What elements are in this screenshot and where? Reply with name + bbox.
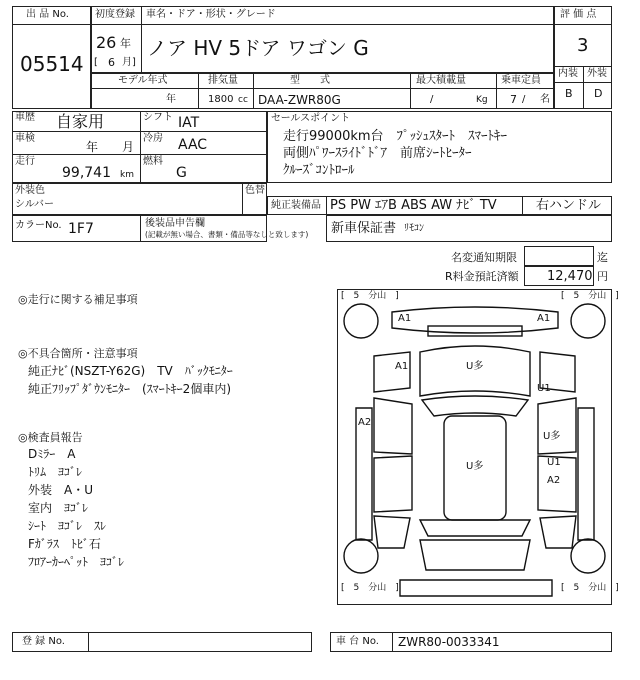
interior-label: 内装 — [558, 68, 578, 79]
driving-notes-title: ◎走行に関する補足事項 — [18, 293, 138, 306]
recall-label: 名変通知期限 — [451, 251, 517, 264]
recycle-unit: 円 — [597, 270, 608, 283]
mark-a2-rear: A2 — [547, 475, 561, 486]
left-quarter — [374, 516, 410, 548]
fuel-label: 燃料 — [143, 156, 163, 167]
first-reg-year: 26 — [96, 33, 117, 52]
mark-u-hood: U多 — [466, 361, 484, 372]
mark-u1-rear: U1 — [547, 457, 561, 468]
capacity-label: 乗車定員 — [501, 75, 541, 86]
recall-unit: 迄 — [597, 251, 608, 264]
front-grille — [428, 326, 522, 336]
mark-a2-left: A2 — [358, 417, 372, 428]
exterior-color-label: 外装色 — [15, 185, 45, 196]
inspector-line-6: Fｶﾞﾗｽ ﾄﾋﾞ石 — [28, 537, 101, 551]
capacity: 7 — [510, 93, 517, 106]
capacity-slash: / — [522, 94, 526, 105]
tire-rear-left — [344, 539, 378, 573]
chassis-no-label: 車 台 No. — [336, 636, 379, 647]
recycle-label: R料金預託済額 — [445, 270, 519, 283]
model-year-label: モデル年式 — [118, 75, 168, 86]
capacity-unit: 名 — [540, 94, 550, 105]
inspector-title: ◎検査員報告 — [18, 431, 83, 444]
remocon-value: ﾘﾓｺﾝ — [404, 223, 424, 234]
mileage-label: 走行 — [15, 156, 35, 167]
sales-point-2: 両側ﾊﾟﾜｰｽﾗｲﾄﾞﾄﾞｱ 前席ｼｰﾄﾋｰﾀｰ — [283, 146, 472, 161]
first-reg-month-unit: 月] — [122, 57, 136, 68]
recycle-fee: 12,470 — [547, 269, 593, 284]
first-reg-month-open: [ — [94, 57, 98, 68]
history-value: 自家用 — [56, 112, 105, 131]
sales-point-1: 走行99000km台 ﾌﾟｯｼｭｽﾀｰﾄ ｽﾏｰﾄｷｰ — [283, 129, 508, 144]
defect-line-1: 純正ﾅﾋﾞ(NSZT-Y62G) TV ﾊﾞｯｸﾓﾆﾀｰ — [28, 364, 233, 378]
displacement-unit: cc — [238, 95, 248, 105]
windshield — [422, 396, 528, 416]
inspection-year: 年 — [86, 140, 99, 154]
ac-label: 冷房 — [143, 133, 163, 144]
lot-number: 05514 — [20, 52, 84, 76]
inspector-line-4: 室内 ﾖｺﾞﾚ — [28, 501, 89, 515]
right-quarter — [540, 516, 576, 548]
mark-u-roof: U多 — [466, 461, 484, 472]
tire-top-left-label: [ 5 分山 ] — [341, 291, 399, 301]
score-label: 評 価 点 — [560, 9, 597, 20]
tire-rear-right — [571, 539, 605, 573]
mileage-value: 99,741 — [62, 165, 111, 181]
mark-u1-front-door: U1 — [537, 383, 551, 394]
car-name-label: 車名・ドア・形状・グレード — [146, 9, 276, 20]
rear-glass — [420, 520, 530, 536]
type-value: DAA-ZWR80G — [258, 93, 341, 107]
tire-bottom-left-label: [ 5 分山 ] — [341, 583, 399, 593]
defects-title: ◎不具合箇所・注意事項 — [18, 347, 138, 360]
first-reg-year-unit: 年 — [120, 37, 131, 50]
color-change-label: 色替 — [245, 185, 265, 196]
history-label: 車歴 — [15, 112, 35, 123]
steering-value: 右ハンドル — [536, 198, 602, 213]
exterior-score: D — [594, 87, 603, 100]
car-name: ノア HV 5ドア ワゴン G — [147, 36, 369, 60]
sales-point-3: ｸﾙｰｽﾞｺﾝﾄﾛｰﾙ — [283, 163, 355, 178]
inspector-line-1: Dﾐﾗｰ A — [28, 447, 76, 461]
mileage-unit: km — [120, 170, 134, 180]
mark-u-right-rear: U多 — [543, 431, 561, 442]
tire-front-right — [571, 304, 605, 338]
rear-bumper — [400, 580, 552, 596]
tire-front-left — [344, 304, 378, 338]
mark-a1-bumper-right: A1 — [537, 313, 551, 324]
right-front-door — [538, 398, 576, 454]
inspector-line-5: ｼｰﾄ ﾖｺﾞﾚ ｽﾚ — [28, 519, 107, 533]
first-reg-label: 初度登録 — [95, 9, 135, 20]
color-no-label: カラーNo. — [15, 220, 62, 231]
right-body-side — [578, 408, 594, 540]
lot-number-label: 出 品 No. — [26, 9, 69, 20]
tire-bottom-right-label: [ 5 分山 ] — [561, 583, 619, 593]
inspection-label: 車検 — [15, 133, 35, 144]
inspector-line-2: ﾄﾘﾑ ﾖｺﾞﾚ — [28, 465, 83, 479]
max-load-label: 最大積載量 — [416, 75, 466, 86]
exterior-color-value: シルバー — [15, 199, 55, 210]
retrofit-label: 後装品申告欄 — [145, 218, 205, 229]
tailgate — [420, 540, 530, 570]
type-label: 型 式 — [290, 75, 330, 86]
warranty-value: 新車保証書 — [331, 221, 397, 236]
sales-points-label: セールスポイント — [271, 113, 351, 124]
fuel-value: G — [176, 165, 187, 181]
equipment-label: 純正装備品 — [271, 200, 321, 211]
defect-line-2: 純正ﾌﾘｯﾌﾟﾀﾞｳﾝﾓﾆﾀｰ (ｽﾏｰﾄｷｰ2個車内) — [28, 382, 231, 396]
max-load-slash: / — [430, 94, 434, 105]
ac-value: AAC — [178, 137, 208, 153]
front-bumper — [392, 307, 558, 333]
left-rear-door — [374, 456, 412, 512]
inspector-line-3: 外装 A・U — [28, 483, 93, 497]
tire-top-right-label: [ 5 分山 ] — [561, 291, 619, 301]
shift-value: IAT — [178, 115, 200, 131]
score: 3 — [577, 35, 589, 56]
left-front-door — [374, 398, 412, 454]
exterior-label: 外装 — [587, 68, 607, 79]
displacement: 1800 — [208, 94, 234, 105]
first-reg-month: 6 — [108, 56, 115, 69]
chassis-no: ZWR80-0033341 — [398, 635, 500, 649]
model-year-unit: 年 — [166, 94, 176, 105]
shift-label: シフト — [143, 112, 173, 123]
max-load-unit: Kg — [476, 95, 488, 105]
retrofit-note: (記載が無い場合、書類・備品等なしと致します) — [145, 230, 309, 239]
interior-score: B — [565, 87, 573, 100]
inspector-line-7: ﾌﾛｱｰｶｰﾍﾟｯﾄ ﾖｺﾞﾚ — [28, 555, 125, 569]
mark-a1-bumper-left: A1 — [398, 313, 412, 324]
equipment-value: PS PW ｴｱB ABS AW ﾅﾋﾞ TV — [330, 198, 497, 213]
reg-no-label: 登 録 No. — [22, 636, 65, 647]
color-no-value: 1F7 — [68, 221, 94, 237]
inspection-month: 月 — [122, 140, 135, 154]
front-fenders — [374, 352, 410, 392]
mark-a1-fender: A1 — [395, 361, 409, 372]
displacement-label: 排気量 — [208, 75, 238, 86]
